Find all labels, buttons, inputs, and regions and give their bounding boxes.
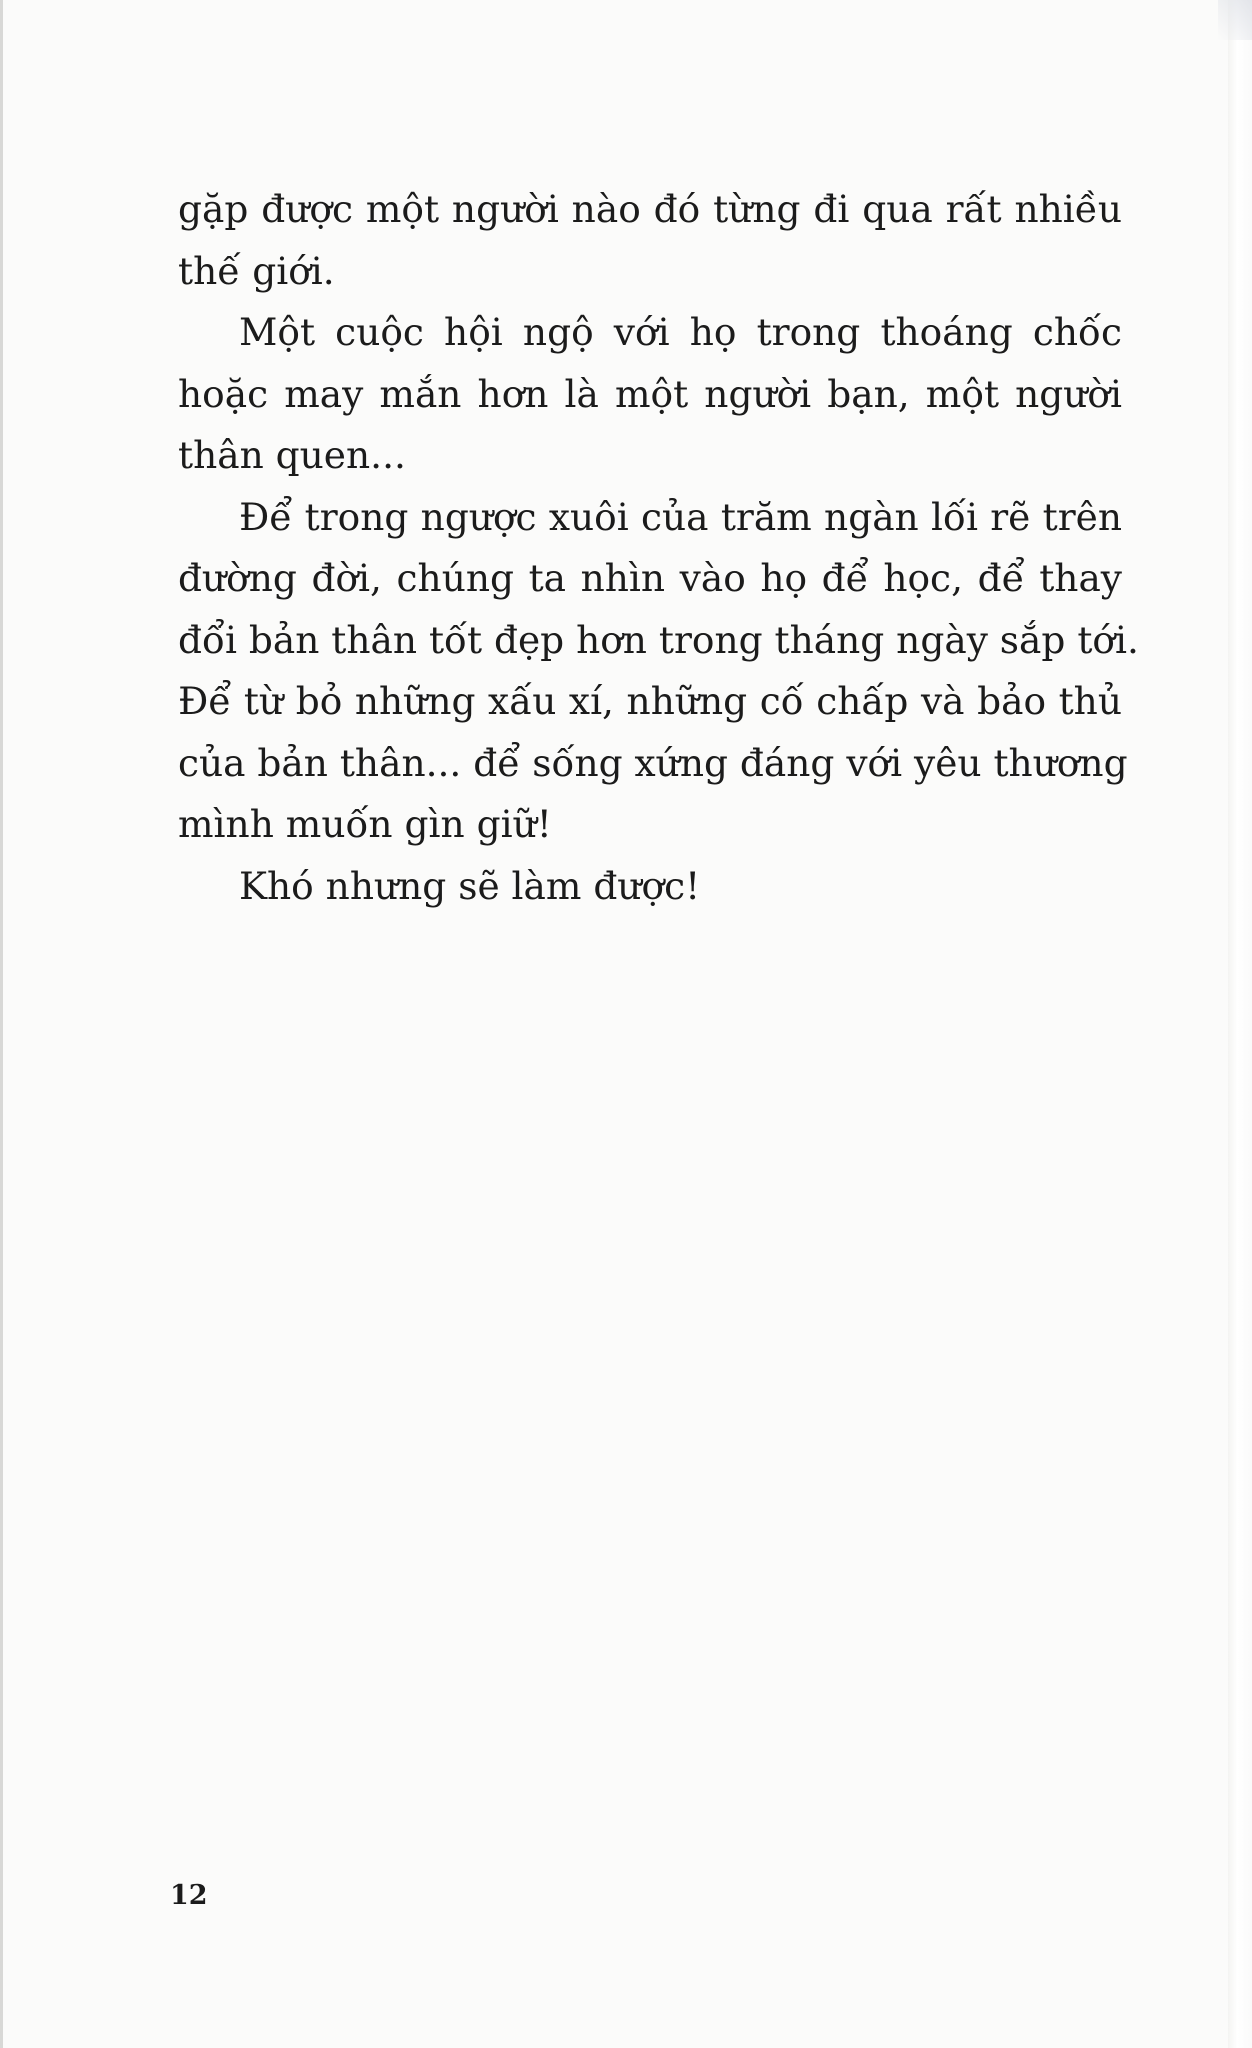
text-line: Một cuộc hội ngộ với họ trong thoáng chốc xyxy=(239,310,1122,354)
text-line: đường đời, chúng ta nhìn vào họ để học, để thay xyxy=(178,556,1122,600)
body-text xyxy=(178,179,1139,917)
text-line: Để trong ngược xuôi của trăm ngàn lối rẽ trên xyxy=(239,494,1122,539)
text-line: gặp được một người nào đó từng đi qua rất nhiều xyxy=(178,187,1122,231)
text-line: thân quen... xyxy=(178,433,406,477)
paragraph-3 xyxy=(178,487,1139,856)
text-line: hoặc may mắn hơn là một người bạn, một người xyxy=(178,371,1122,416)
page-edge-shadow xyxy=(1218,0,1252,40)
text-line: đổi bản thân tốt đẹp hơn trong tháng ngày sắp tới. xyxy=(178,617,1139,662)
paragraph-4 xyxy=(178,856,1122,918)
paragraph-2 xyxy=(178,302,1122,487)
paragraph-1 xyxy=(178,179,1122,302)
text-line: Để từ bỏ những xấu xí, những cố chấp và bảo thủ xyxy=(178,679,1122,723)
page-edge xyxy=(1228,0,1252,2048)
text-line: của bản thân... để sống xứng đáng với yêu thương xyxy=(178,740,1128,785)
text-line: Khó nhưng sẽ làm được! xyxy=(239,863,701,908)
text-line: thế giới. xyxy=(178,248,335,293)
page-number: 12 xyxy=(170,1880,208,1911)
text-line: mình muốn gìn giữ! xyxy=(178,802,552,846)
